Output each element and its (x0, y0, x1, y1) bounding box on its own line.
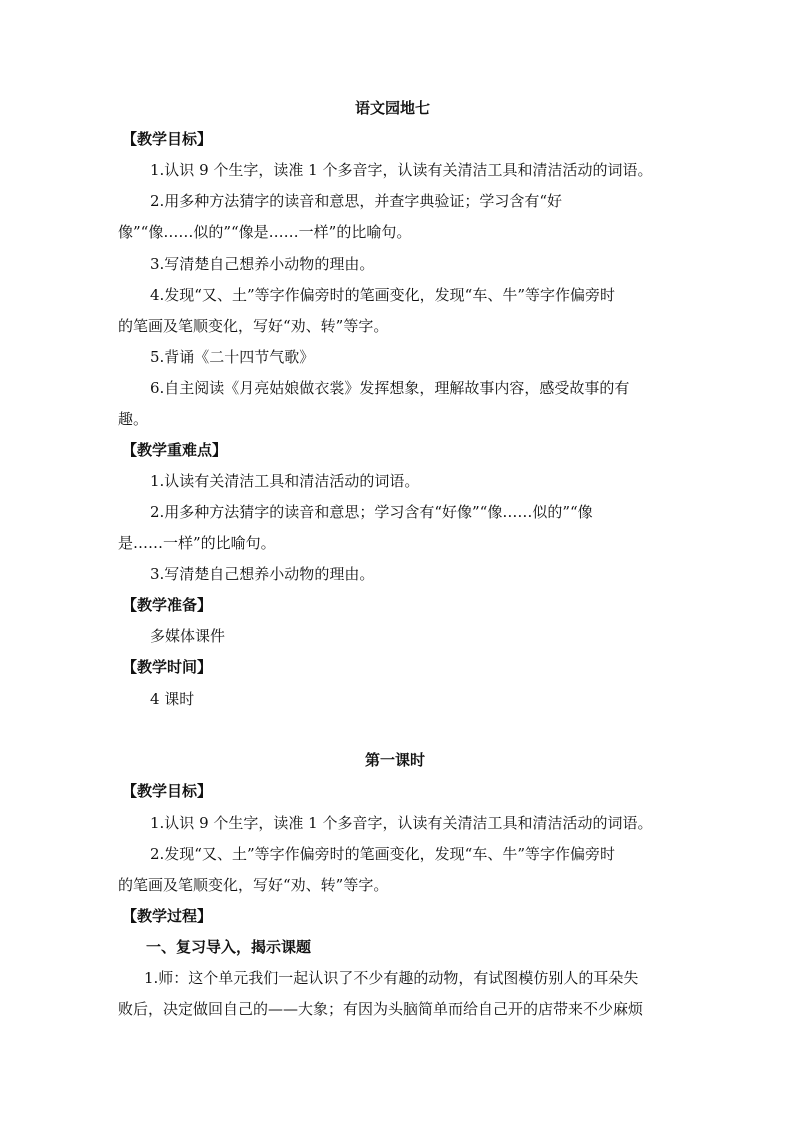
doc-title: 语文园地七 (355, 99, 431, 117)
goal-item: 4.发现“又、土”等字作偏旁时的笔画变化，发现“车、牛”等字作偏旁时 (150, 286, 615, 304)
goal-item: 1.认识 9 个生字，读准 1 个多音字，认读有关清洁工具和清洁活动的词语。 (150, 161, 653, 179)
lesson-goal-item-continued: 的笔画及笔顺变化，写好“劝、转”等字。 (118, 876, 389, 894)
key-point-item-continued: 是……一样”的比喻句。 (118, 534, 276, 552)
lesson-title: 第一课时 (365, 751, 426, 769)
goal-item: 2.用多种方法猜字的读音和意思，并查字典验证；学习含有“好 (150, 192, 562, 210)
step-heading: 一、复习导入，揭示课题 (146, 938, 312, 956)
key-point-item: 3.写清楚自己想养小动物的理由。 (150, 565, 375, 583)
goal-item: 5.背诵《二十四节气歌》 (150, 348, 315, 366)
lesson-goal-item: 2.发现“又、土”等字作偏旁时的笔画变化，发现“车、牛”等字作偏旁时 (150, 845, 615, 863)
time-text: 4 课时 (150, 690, 195, 708)
key-point-item: 1.认读有关清洁工具和清洁活动的词语。 (150, 472, 420, 490)
key-point-item: 2.用多种方法猜字的读音和意思；学习含有“好像”“像……似的”“像 (150, 503, 593, 521)
paragraph-line: 败后，决定做回自己的——大象；有因为头脑简单而给自己开的店带来不少麻烦 (118, 1000, 644, 1018)
paragraph-line: 1.师：这个单元我们一起认识了不少有趣的动物，有试图模仿别人的耳朵失 (144, 969, 639, 987)
prep-text: 多媒体课件 (150, 627, 226, 645)
time-heading: 【教学时间】 (122, 658, 213, 676)
lesson-goals-heading: 【教学目标】 (122, 782, 213, 800)
prep-heading: 【教学准备】 (122, 596, 213, 614)
goal-item-continued: 趣。 (118, 410, 149, 428)
goal-item-continued: 的笔画及笔顺变化，写好“劝、转”等字。 (118, 317, 389, 335)
goal-item-continued: 像”“像……似的”“像是……一样”的比喻句。 (118, 223, 412, 241)
goal-item: 3.写清楚自己想养小动物的理由。 (150, 255, 375, 273)
lesson-goal-item: 1.认识 9 个生字，读准 1 个多音字，认读有关清洁工具和清洁活动的词语。 (150, 814, 653, 832)
goal-item: 6.自主阅读《月亮姑娘做衣裳》发挥想象，理解故事内容，感受故事的有 (150, 379, 630, 397)
key-points-heading: 【教学重难点】 (122, 441, 228, 459)
goals-heading: 【教学目标】 (122, 130, 213, 148)
process-heading: 【教学过程】 (122, 907, 213, 925)
